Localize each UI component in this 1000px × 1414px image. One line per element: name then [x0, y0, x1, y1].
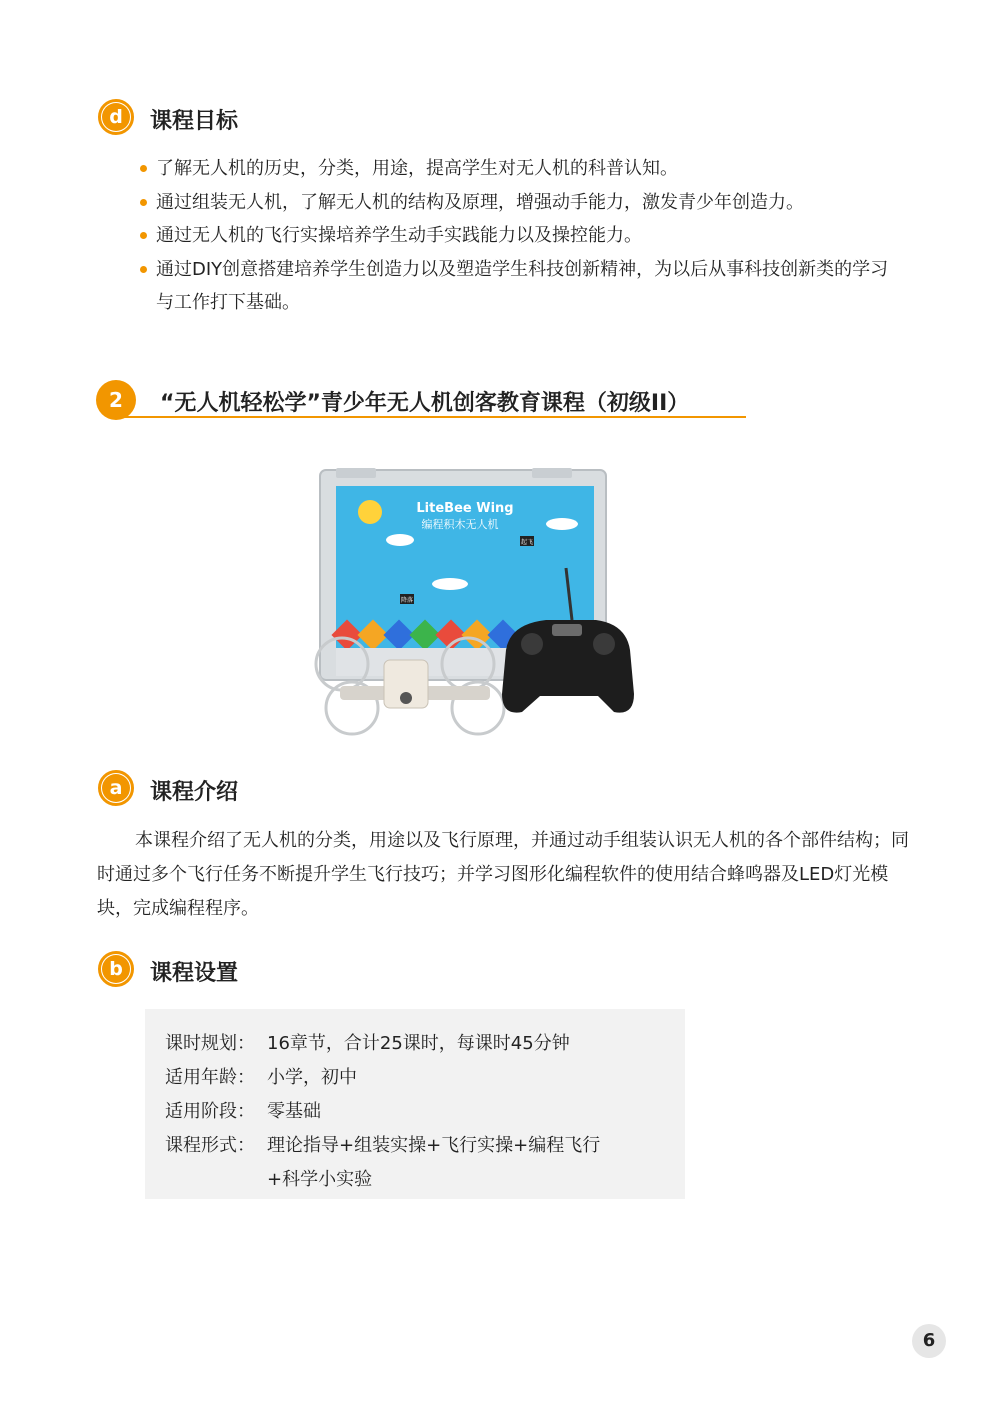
settings-value: 16章节，合计25课时，每课时45分钟 — [267, 1033, 570, 1054]
goal-text: 通过DIY创意搭建培养学生创造力以及塑造学生科技创新精神，为以后从事科技创新类的学习与工作打下基础。 — [156, 258, 889, 313]
tag-takeoff: 起飞 — [520, 539, 534, 546]
settings-value: 零基础 — [267, 1101, 321, 1122]
section-2-title: “无人机轻松学”青少年无人机创客教育课程（初级II） — [160, 391, 690, 416]
badge-letter: d — [102, 103, 130, 131]
section-badge-b — [98, 951, 134, 987]
settings-row — [165, 1131, 600, 1157]
list-item — [140, 219, 920, 253]
goals-list — [140, 152, 920, 320]
section-2-header — [96, 380, 746, 420]
settings-key: 适用年龄： — [165, 1067, 255, 1088]
cloud-icon — [386, 534, 414, 546]
page-number: 6 — [912, 1324, 946, 1358]
box-subtitle: 编程积木无人机 — [421, 518, 499, 531]
settings-key: 适用阶段： — [165, 1101, 255, 1122]
bullet-dot — [140, 232, 147, 239]
settings-row — [165, 1165, 372, 1191]
goal-text: 通过组装无人机，了解无人机的结构及原理，增强动手能力，激发青少年创造力。 — [156, 191, 804, 213]
list-item — [140, 152, 920, 186]
list-item — [140, 186, 920, 220]
settings-key: 课程形式： — [165, 1135, 255, 1156]
sun-icon — [358, 500, 382, 524]
cloud-icon — [546, 518, 578, 530]
settings-row — [165, 1063, 357, 1089]
intro-text: 本课程介绍了无人机的分类，用途以及飞行原理，并通过动手组装认识无人机的各个部件结构；同时通过多个飞行任务不断提升学生飞行技巧；并学习图形化编程软件的使用结合蜂鸣器及LED灯光模块，完成编程程序。 — [97, 830, 909, 919]
goals-heading: 课程目标 — [150, 109, 239, 134]
settings-heading: 课程设置 — [150, 961, 239, 986]
intro-paragraph — [97, 824, 909, 926]
settings-row — [165, 1029, 570, 1055]
section-badge-a — [98, 770, 134, 806]
settings-row — [165, 1097, 321, 1123]
section-number: 2 — [96, 380, 136, 420]
tag-land: 降落 — [400, 597, 414, 604]
bullet-dot — [140, 165, 147, 172]
list-item — [140, 253, 920, 320]
box-latch — [336, 468, 376, 478]
badge-letter: b — [102, 955, 130, 983]
badge-letter: a — [102, 774, 130, 802]
box-brand: LiteBee Wing — [416, 501, 514, 516]
goal-text: 通过无人机的飞行实操培养学生动手实践能力以及操控能力。 — [156, 225, 642, 246]
settings-value: +科学小实验 — [267, 1169, 373, 1190]
settings-value: 小学，初中 — [267, 1067, 357, 1088]
settings-key: 课时规划： — [165, 1033, 255, 1054]
bullet-dot — [140, 199, 147, 206]
box-latch — [532, 468, 572, 478]
settings-panel — [145, 1009, 685, 1199]
product-photo — [300, 464, 640, 744]
section-badge-d — [98, 99, 134, 135]
bullet-dot — [140, 266, 147, 273]
goal-text: 了解无人机的历史，分类，用途，提高学生对无人机的科普认知。 — [156, 158, 678, 179]
settings-value: 理论指导+组装实操+飞行实操+编程飞行 — [267, 1135, 601, 1156]
cloud-icon — [432, 578, 468, 590]
intro-heading: 课程介绍 — [150, 780, 239, 805]
